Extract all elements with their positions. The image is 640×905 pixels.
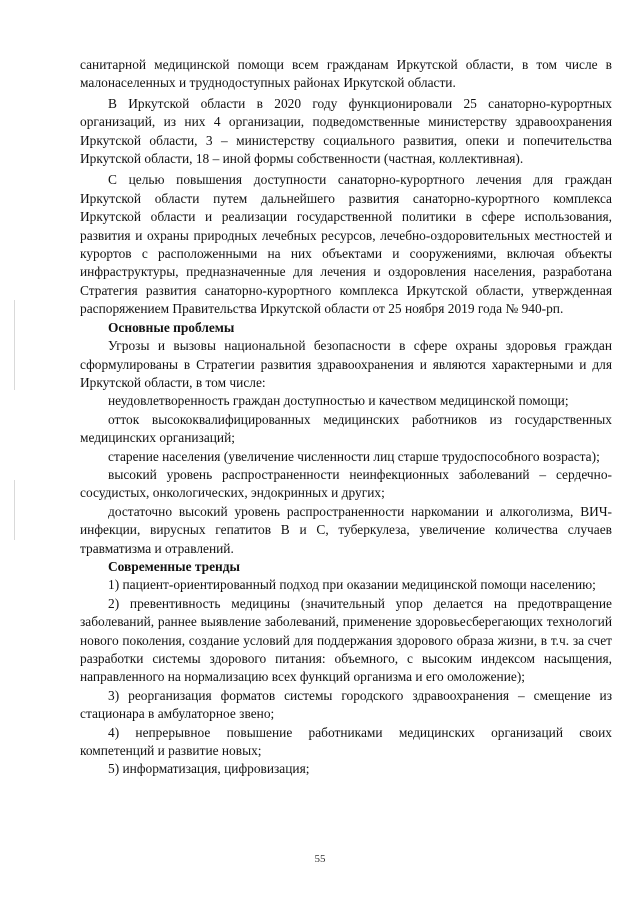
paragraph: С целью повышения доступности санаторно-курортного лечения для граждан Иркутской области путем дальнейшего развития санаторно-курортного комплекса Иркутской области и реализации государственной политики в сфере использования, развития и охраны природных лечебных ресурсов, лечебно-оздоровительных местностей и курортов с расположенными на них объектами и сооружениями, включая объекты инфраструктуры, предназначенные для лечения и оздоровления населения, разработана Стратегия развития санаторно-курортного комплекса Иркутской области, утвержденная распоряжением Правительства Иркутской области от 25 ноября 2019 года № 940-рп.: [80, 172, 612, 317]
paragraph: В Иркутской области в 2020 году функционировали 25 санаторно-курортных организаций, из них 4 организации, подведомственные министерству здравоохранения Иркутской области, 3 – министерству социального развития, опеки и попечительства Иркутской области, 18 – иной формы собственности (частная, коллективная).: [80, 95, 612, 167]
list-item: 2) превентивность медицины (значительный упор делается на предотвращение заболеваний, раннее выявление заболеваний, применение здоровьесберегающих технологий нового поколения, создание условий для поддержания здорового образа жизни, в т.ч. за счет разработки системы здорового питания: объемного, с высоким индексом насыщения, направленного на нормализацию всех функций организма и его омоложение);: [80, 595, 612, 685]
document-body: [80, 56, 612, 779]
section-heading: Современные тренды: [108, 558, 240, 574]
list-item: старение населения (увеличение численности лиц старше трудоспособного возраста);: [108, 448, 600, 464]
paragraph: Угрозы и вызовы национальной безопасности в сфере охраны здоровья граждан сформулированы в Стратегии развития здравоохранения и являются характерными и для Иркутской области, в том числе:: [80, 338, 612, 390]
list-item: достаточно высокий уровень распространенности наркомании и алкоголизма, ВИЧ-инфекции, вирусных гепатитов В и С, туберкулеза, увеличение количества случаев травматизма и отравлений.: [80, 503, 612, 556]
scan-edge-mark: [14, 300, 15, 390]
list-item: неудовлетворенность граждан доступностью и качеством медицинской помощи;: [108, 393, 569, 409]
list-item: 5) информатизация, цифровизация;: [108, 761, 310, 777]
list-item: 1) пациент-ориентированный подход при оказании медицинской помощи населению;: [108, 577, 596, 593]
list-item: 3) реорганизация форматов системы городского здравоохранения – смещение из стационара в амбулаторное звено;: [80, 687, 612, 722]
section-heading: Основные проблемы: [108, 319, 235, 335]
list-item: отток высококвалифицированных медицинских работников из государственных медицинских организаций;: [80, 411, 612, 446]
page-number: 55: [314, 853, 326, 865]
scan-edge-mark: [14, 480, 15, 540]
paragraph: санитарной медицинской помощи всем гражданам Иркутской области, в том числе в малонаселенных и труднодоступных районах Иркутской области.: [80, 57, 612, 91]
list-item: высокий уровень распространенности неинфекционных заболеваний – сердечно-сосудистых, онкологических, эндокринных и других;: [80, 466, 612, 501]
list-item: 4) непрерывное повышение работниками медицинских организаций своих компетенций и развитие новых;: [80, 724, 612, 759]
